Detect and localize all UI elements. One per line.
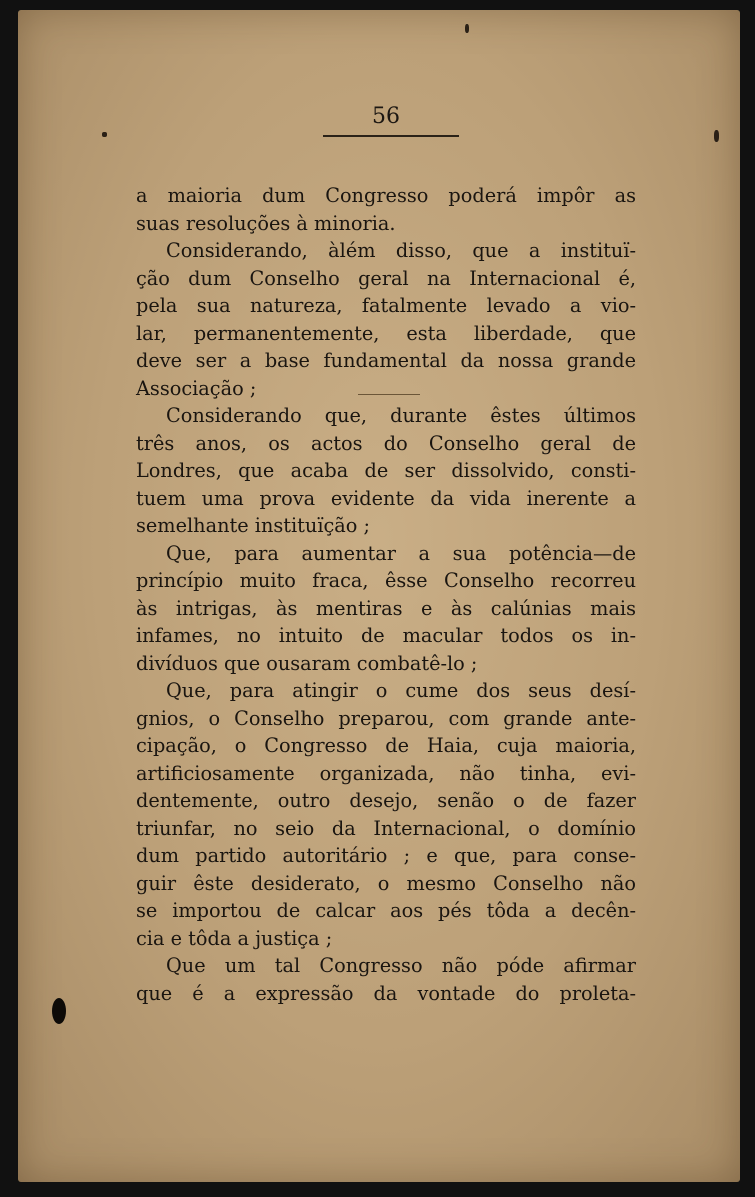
text-line: ção dum Conselho geral na Internacional é, xyxy=(136,266,636,290)
header-rule xyxy=(323,135,459,137)
text-line: lar, permanentemente, esta liberdade, que xyxy=(136,321,636,345)
text-line: se importou de calcar aos pés tôda a decên- xyxy=(136,899,636,922)
text-line: semelhante instituïção ; xyxy=(136,514,371,537)
text-line: divíduos que ousaram combatê-lo ; xyxy=(136,651,478,675)
text-line: deve ser a base fundamental da nossa grande xyxy=(136,349,636,372)
text-line: gnios, o Conselho preparou, com grande ante- xyxy=(136,706,636,730)
text-line: Que um tal Congresso não póde afirmar xyxy=(166,954,636,977)
text-line: princípio muito fraca, êsse Conselho recorreu xyxy=(136,569,636,592)
text-line: Considerando que, durante êstes últimos xyxy=(166,404,636,427)
text-line: artificiosamente organizada, não tinha, evi- xyxy=(136,761,636,785)
text-line: às intrigas, às mentiras e às calúnias mais xyxy=(136,596,636,620)
text-line: pela sua natureza, fatalmente levado a vio- xyxy=(136,294,636,317)
text-line: guir êste desiderato, o mesmo Conselho não xyxy=(136,871,636,895)
text-line: Associação ; xyxy=(136,376,257,400)
text-line: que é a expressão da vontade do proleta- xyxy=(136,981,636,1005)
ink-speck xyxy=(714,130,719,142)
text-line: cipação, o Congresso de Haia, cuja maioria, xyxy=(136,734,636,757)
text-line: Londres, que acaba de ser dissolvido, consti- xyxy=(136,459,636,482)
text-line: infames, no intuito de macular todos os in- xyxy=(136,624,636,647)
text-line: cia e tôda a justiça ; xyxy=(136,926,333,950)
text-line: dentemente, outro desejo, senão o de fazer xyxy=(136,789,636,812)
text-line: tuem uma prova evidente da vida inerente a xyxy=(136,486,636,510)
text-line: Que, para atingir o cume dos seus desí- xyxy=(166,679,636,702)
book-page xyxy=(18,10,740,1182)
body-text xyxy=(136,182,636,1007)
ink-speck xyxy=(102,132,107,137)
ink-blot xyxy=(52,998,66,1024)
text-line: a maioria dum Congresso poderá impôr as xyxy=(136,184,636,207)
text-line: três anos, os actos do Conselho geral de xyxy=(136,431,636,455)
text-line: suas resoluções à minoria. xyxy=(136,211,396,235)
ink-speck xyxy=(465,24,469,33)
text-line: dum partido autoritário ; e que, para conse- xyxy=(136,844,636,867)
text-line: triunfar, no seio da Internacional, o domínio xyxy=(136,816,636,840)
text-line: Que, para aumentar a sua potência—de xyxy=(166,541,636,565)
text-line: Considerando, àlém disso, que a instituï- xyxy=(166,239,636,262)
page-number: 56 xyxy=(372,104,400,129)
